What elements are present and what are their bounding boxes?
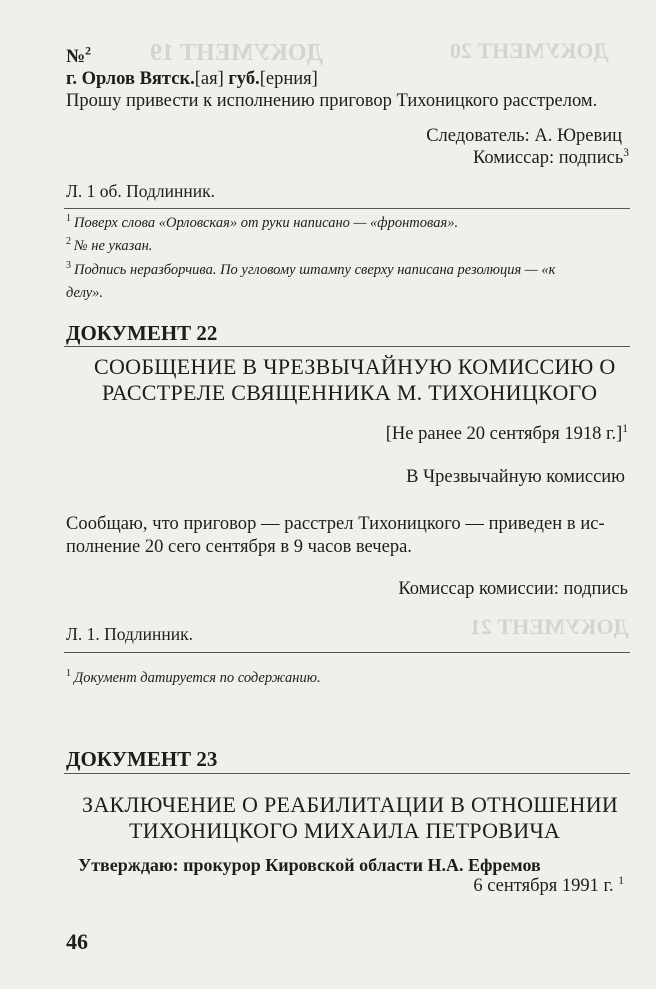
document-22-footnote	[66, 670, 321, 687]
place-governorate: губ.	[223, 69, 260, 89]
footnote-3-continuation: делу».	[66, 285, 104, 301]
bleed-through-heading-20: ДОКУМЕНТ 20	[450, 38, 609, 63]
document-22-signature: Комиссар комиссии: подпись	[398, 579, 628, 599]
footnote-1-text: Поверх слова «Орловская» от руки написано — «фронтовая».	[74, 215, 459, 231]
document-22-heading: ДОКУМЕНТ 22	[66, 321, 218, 345]
commissar-footnote-ref: 3	[623, 146, 629, 159]
number-footnote-ref: 2	[85, 44, 91, 58]
document-22-heading-rule	[64, 346, 630, 347]
document-22-date	[386, 424, 628, 445]
commissar-signature	[473, 148, 629, 169]
document-22-date-footnote-ref: 1	[622, 422, 628, 435]
document-number-line	[66, 46, 91, 68]
place-line	[66, 69, 318, 90]
document-23-heading: ДОКУМЕНТ 23	[66, 747, 218, 771]
document-23-heading-rule	[64, 773, 630, 774]
document-22-addressee: В Чрезвычайную комиссию	[406, 467, 625, 487]
footnote-1-number: 1	[66, 213, 71, 225]
document-22-footnote-text: Документ датируется по содержанию.	[74, 670, 321, 686]
footnote-divider	[64, 208, 630, 209]
footnote-2	[66, 238, 152, 255]
commissar-signature-text: Комиссар: подпись	[472, 148, 624, 168]
place-bracket-1: [ая]	[194, 69, 224, 89]
document-22-body-line-2: полнение 20 сего сентября в 9 часов вечера.	[66, 537, 412, 557]
bleed-through-heading-21: ДОКУМЕНТ 21	[470, 614, 629, 639]
document-22-title-line-1: СООБЩЕНИЕ В ЧРЕЗВЫЧАЙНУЮ КОМИССИЮ О	[94, 354, 616, 379]
document-23-approval: Утверждаю: прокурор Кировской области Н.А. Ефремов	[78, 855, 541, 875]
footnote-2-text: № не указан.	[74, 238, 153, 254]
page-number: 46	[66, 929, 88, 954]
bleed-through-heading-19: ДОКУМЕНТ 19	[150, 40, 324, 66]
place-city: г. Орлов Вятск.	[66, 69, 195, 89]
document-22-title-line-2: РАССТРЕЛЕ СВЯЩЕННИКА М. ТИХОНИЦКОГО	[102, 380, 598, 405]
place-bracket-2: [ерния]	[259, 69, 318, 89]
footnote-3-number: 3	[66, 260, 71, 272]
document-22-date-text: [Не ранее 20 сентября 1918 г.]	[385, 424, 623, 444]
number-sign: №	[66, 46, 86, 67]
document-23-date-footnote-ref: 1	[618, 874, 624, 887]
document-23-title-line-1: ЗАКЛЮЧЕНИЕ О РЕАБИЛИТАЦИИ В ОТНОШЕНИИ	[82, 792, 619, 817]
document-23-title-line-2: ТИХОНИЦКОГО МИХАИЛА ПЕТРОВИЧА	[129, 818, 561, 843]
footnote-2-number: 2	[66, 236, 71, 248]
investigator-signature: Следователь: А. Юревиц	[426, 126, 622, 146]
document-22-footnote-divider	[64, 652, 630, 653]
archival-source: Л. 1 об. Подлинник.	[66, 181, 216, 201]
footnote-3	[66, 262, 555, 279]
footnote-3-text-line1: Подпись неразборчива. По угловому штампу сверху написана резолюция — «к	[74, 262, 556, 278]
request-text: Прошу привести к исполнению приговор Тихоницкого расстрелом.	[66, 91, 598, 111]
document-23-date-text: 6 сентября 1991 г.	[473, 876, 614, 896]
document-22-source: Л. 1. Подлинник.	[66, 624, 193, 644]
document-22-footnote-number: 1	[66, 668, 71, 680]
document-22-body-line-1: Сообщаю, что приговор — расстрел Тихоницкого — приведен в ис-	[66, 514, 605, 534]
document-23-date	[473, 876, 624, 897]
footnote-1	[66, 215, 458, 232]
